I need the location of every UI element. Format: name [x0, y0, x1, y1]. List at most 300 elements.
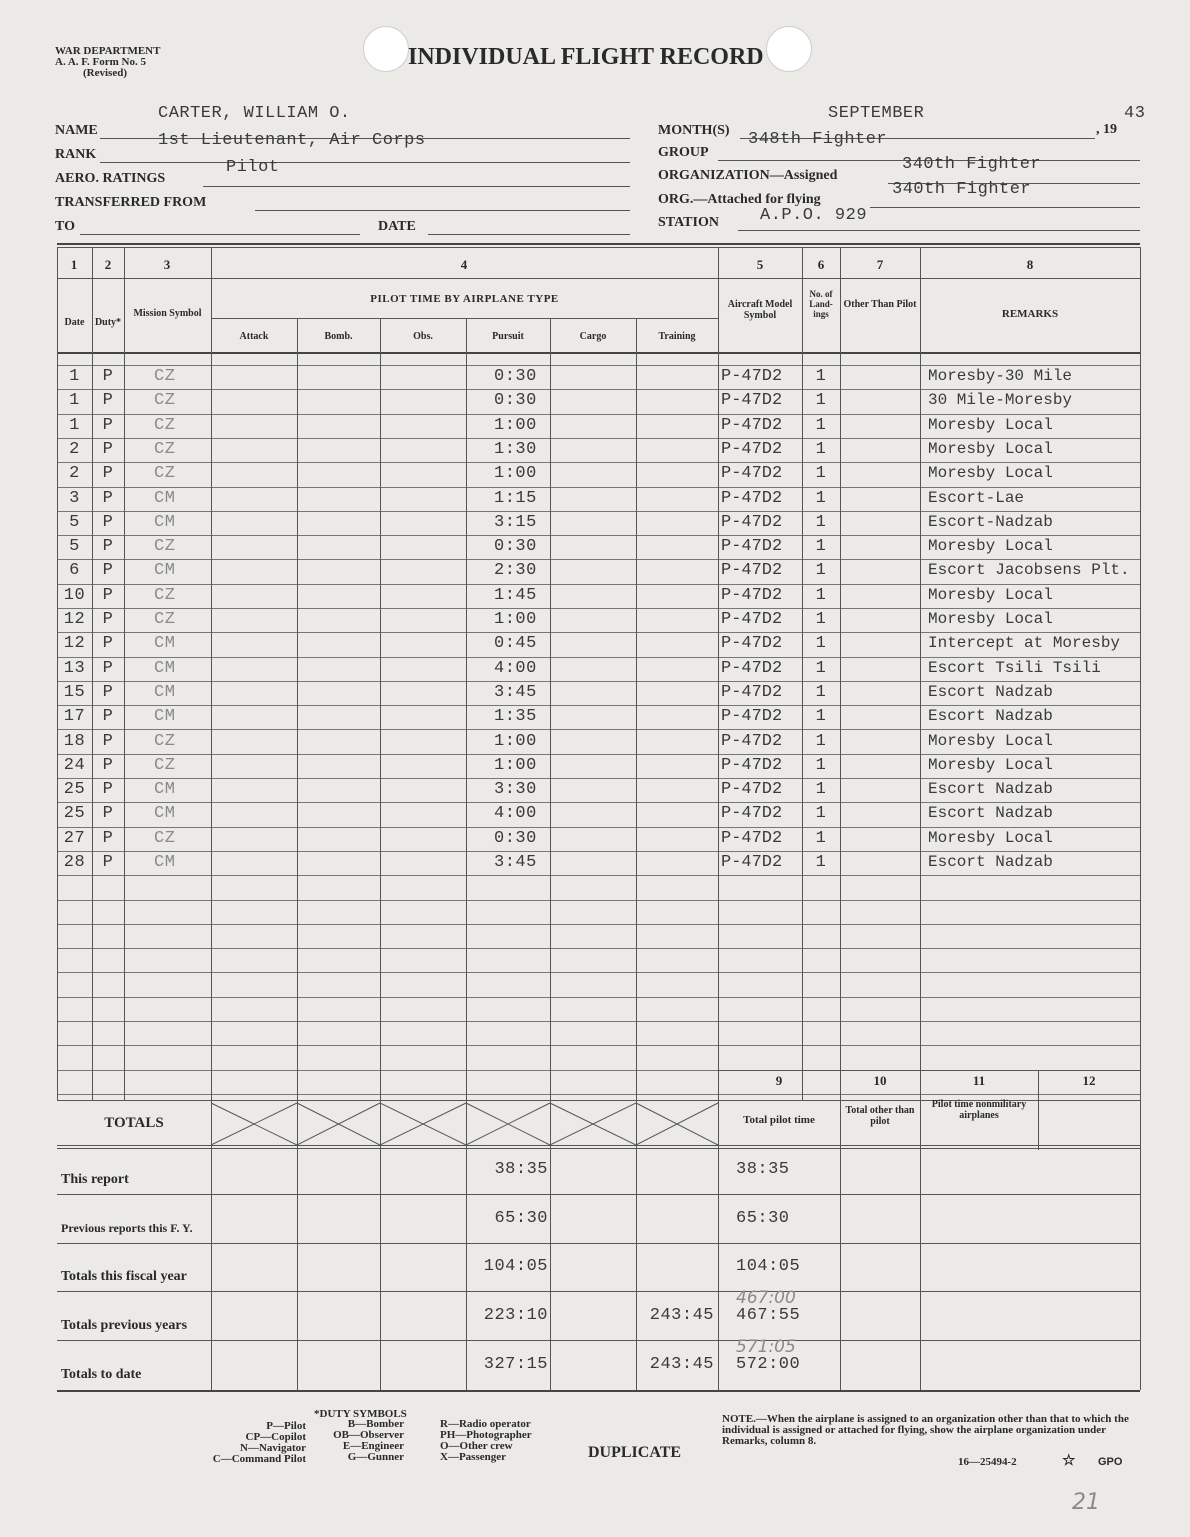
totals-row-pursuit: 327:15: [483, 1355, 548, 1374]
table-top-rule: [57, 243, 1140, 245]
row-remarks: Escort Nadzab: [928, 804, 1053, 822]
year-prefix: , 19: [1096, 122, 1117, 137]
row-pursuit: 1:00: [494, 416, 537, 435]
row-remarks: Escort Nadzab: [928, 853, 1053, 871]
row-remarks: Moresby Local: [928, 732, 1053, 750]
row-rule: [57, 997, 1140, 998]
type-col-rule: [636, 318, 637, 1100]
row-rule: [57, 754, 1140, 755]
cross-line: [636, 1103, 718, 1145]
row-landings: 1: [815, 513, 827, 532]
to-label: TO: [55, 219, 75, 234]
row-rule: [57, 851, 1140, 852]
col-number: 4: [460, 257, 468, 272]
row-rule: [57, 1094, 1140, 1095]
type-header: Pursuit: [492, 331, 524, 342]
row-remarks: Moresby Local: [928, 829, 1053, 847]
row-rule: [57, 778, 1140, 779]
totals-row-handwritten: 571:05: [736, 1337, 796, 1357]
totals-col-rule: [466, 1100, 467, 1390]
row-aircraft: P-47D2: [721, 804, 783, 823]
totals-col-rule: [718, 1100, 719, 1390]
totals-row-rule: [57, 1291, 1140, 1292]
row-rule: [57, 948, 1140, 949]
cross-line: [636, 1103, 718, 1145]
row-remarks: Moresby Local: [928, 756, 1053, 774]
totals-row-label: Totals to date: [61, 1367, 142, 1382]
row-remarks: Escort-Nadzab: [928, 513, 1053, 531]
row-landings: 1: [815, 489, 827, 508]
cross-line: [380, 1103, 466, 1145]
row-aircraft: P-47D2: [721, 634, 783, 653]
type-col-rule: [297, 318, 298, 1100]
totals-header-bottom-rule-2: [57, 1148, 1140, 1149]
row-rule: [57, 924, 1140, 925]
row-duty: P: [102, 561, 114, 580]
row-mission: CZ: [154, 732, 176, 751]
col-number: 3: [163, 257, 171, 272]
row-date: 18: [63, 732, 86, 751]
col-rule: [124, 247, 125, 1100]
row-rule: [57, 657, 1140, 658]
row-duty: P: [102, 853, 114, 872]
row-date: 15: [63, 683, 86, 702]
col-number: 7: [876, 257, 884, 272]
col-landings-header: No. of Land- ings: [809, 289, 833, 319]
row-landings: 1: [815, 780, 827, 799]
row-pursuit: 3:30: [494, 780, 537, 799]
col-other-header: Other Than Pilot: [843, 299, 917, 310]
totals-col-rule: [550, 1100, 551, 1390]
row-mission: CM: [154, 707, 176, 726]
month-label: MONTH(S): [658, 123, 730, 138]
org-assigned-label: ORGANIZATION—Assigned: [658, 168, 838, 183]
row-pursuit: 4:00: [494, 804, 537, 823]
name-label: NAME: [55, 123, 98, 138]
header-bottom-rule: [57, 352, 1140, 354]
row-duty: P: [102, 634, 114, 653]
row-date: 6: [69, 561, 80, 580]
punch-hole-left: [363, 26, 409, 72]
type-col-rule: [550, 318, 551, 1100]
org-attached-value: 340th Fighter: [892, 180, 1032, 199]
row-aircraft: P-47D2: [721, 853, 783, 872]
punch-hole-right: [766, 26, 812, 72]
col-number: 6: [817, 257, 825, 272]
row-landings: 1: [815, 391, 827, 410]
col-rule: [211, 247, 212, 1100]
row-mission: CZ: [154, 610, 176, 629]
row-pursuit: 3:45: [494, 683, 537, 702]
row-mission: CZ: [154, 586, 176, 605]
type-header: Cargo: [579, 331, 607, 342]
row-remarks: Moresby Local: [928, 610, 1053, 628]
row-mission: CM: [154, 683, 176, 702]
type-header: Training: [658, 331, 696, 342]
row-remarks: Moresby Local: [928, 440, 1053, 458]
row-rule: [57, 729, 1140, 730]
row-mission: CM: [154, 634, 176, 653]
row-mission: CZ: [154, 829, 176, 848]
row-mission: CZ: [154, 756, 176, 775]
row-mission: CZ: [154, 391, 176, 410]
row-landings: 1: [815, 683, 827, 702]
row-pursuit: 4:00: [494, 659, 537, 678]
row-pursuit: 0:30: [494, 537, 537, 556]
row-aircraft: P-47D2: [721, 416, 783, 435]
row-remarks: Escort Jacobsens Plt.: [928, 561, 1130, 579]
org-attached-label: ORG.—Attached for flying: [658, 192, 821, 207]
totals-col-number: 9: [775, 1073, 783, 1088]
row-duty: P: [102, 416, 114, 435]
row-date: 12: [63, 610, 86, 629]
col-rule: [718, 247, 719, 1100]
row-duty: P: [102, 391, 114, 410]
duty-symbols-col3: R—Radio operator PH—Photographer O—Other crew X—Passenger: [440, 1418, 532, 1463]
group-value: 348th Fighter: [748, 130, 888, 149]
row-date: 13: [63, 659, 86, 678]
totals-col-number: 10: [873, 1073, 887, 1088]
cross-line: [550, 1103, 636, 1145]
row-date: 28: [63, 853, 86, 872]
row-mission: CZ: [154, 416, 176, 435]
row-pursuit: 1:00: [494, 464, 537, 483]
row-rule: [57, 487, 1140, 488]
row-pursuit: 1:30: [494, 440, 537, 459]
row-landings: 1: [815, 853, 827, 872]
row-pursuit: 3:15: [494, 513, 537, 532]
totals-col-rule: [211, 1100, 212, 1390]
duty-symbols-col1: P—Pilot CP—Copilot N—Navigator C—Command Pilot: [212, 1420, 306, 1465]
cross-line: [466, 1103, 550, 1145]
row-duty: P: [102, 707, 114, 726]
total-other-header: Total other than pilot: [845, 1105, 915, 1127]
row-mission: CM: [154, 489, 176, 508]
row-rule: [57, 900, 1140, 901]
station-value: A.P.O. 929: [760, 206, 868, 225]
rank-label: RANK: [55, 147, 97, 162]
row-duty: P: [102, 804, 114, 823]
row-landings: 1: [815, 367, 827, 386]
row-mission: CZ: [154, 367, 176, 386]
row-date: 27: [63, 829, 86, 848]
row-mission: CM: [154, 804, 176, 823]
totals-col-rule: [840, 1100, 841, 1390]
cross-line: [550, 1103, 636, 1145]
type-header: Obs.: [413, 331, 433, 342]
row-date: 1: [69, 391, 80, 410]
row-date: 5: [69, 537, 80, 556]
row-aircraft: P-47D2: [721, 367, 783, 386]
name-value: CARTER, WILLIAM O.: [158, 104, 351, 123]
row-pursuit: 1:00: [494, 756, 537, 775]
row-pursuit: 0:30: [494, 829, 537, 848]
row-duty: P: [102, 683, 114, 702]
row-rule: [57, 802, 1140, 803]
row-mission: CZ: [154, 537, 176, 556]
aero-value: Pilot: [226, 158, 280, 177]
row-duty: P: [102, 829, 114, 848]
row-pursuit: 0:30: [494, 367, 537, 386]
cross-line: [297, 1103, 380, 1145]
row-landings: 1: [815, 829, 827, 848]
totals-num-rule-top: [718, 1070, 1140, 1071]
totals-row-label: Totals previous years: [61, 1318, 188, 1333]
row-remarks: Moresby-30 Mile: [928, 367, 1073, 385]
row-rule: [57, 462, 1140, 463]
dept-label: WAR DEPARTMENT A. A. F. Form No. 5 (Revised): [55, 45, 161, 79]
row-duty: P: [102, 537, 114, 556]
row-aircraft: P-47D2: [721, 464, 783, 483]
cross-line: [380, 1103, 466, 1145]
row-aircraft: P-47D2: [721, 537, 783, 556]
totals-col-rule: [380, 1100, 381, 1390]
row-remarks: Intercept at Moresby: [928, 634, 1121, 652]
row-pursuit: 1:15: [494, 489, 537, 508]
totals-row-total: 572:00: [736, 1355, 801, 1374]
row-landings: 1: [815, 707, 827, 726]
row-aircraft: P-47D2: [721, 707, 783, 726]
year-value: 43: [1124, 104, 1146, 123]
row-aircraft: P-47D2: [721, 732, 783, 751]
row-aircraft: P-47D2: [721, 780, 783, 799]
row-duty: P: [102, 732, 114, 751]
row-landings: 1: [815, 756, 827, 775]
row-mission: CM: [154, 561, 176, 580]
row-aircraft: P-47D2: [721, 659, 783, 678]
totals-row-handwritten: 467:00: [736, 1288, 796, 1308]
row-duty: P: [102, 464, 114, 483]
form-title: INDIVIDUAL FLIGHT RECORD: [408, 44, 764, 70]
row-rule: [57, 535, 1140, 536]
row-rule: [57, 681, 1140, 682]
group-label: GROUP: [658, 145, 709, 160]
row-pursuit: 1:00: [494, 732, 537, 751]
row-rule: [57, 827, 1140, 828]
totals-row-total: 104:05: [736, 1257, 801, 1276]
row-aircraft: P-47D2: [721, 440, 783, 459]
cross-line: [466, 1103, 550, 1145]
row-aircraft: P-47D2: [721, 683, 783, 702]
row-remarks: Moresby Local: [928, 537, 1053, 555]
row-pursuit: 3:45: [494, 853, 537, 872]
row-mission: CM: [154, 780, 176, 799]
row-duty: P: [102, 440, 114, 459]
col-mission-header: Mission Symbol: [133, 308, 202, 319]
row-remarks: Escort Tsili Tsili: [928, 659, 1101, 677]
totals-label: TOTALS: [104, 1115, 164, 1131]
col-date-header: Date: [64, 317, 85, 328]
row-aircraft: P-47D2: [721, 561, 783, 580]
totals-col-rule: [920, 1100, 921, 1390]
row-remarks: Escort Nadzab: [928, 707, 1053, 725]
totals-row-training: 243:45: [649, 1355, 714, 1374]
row-rule: [57, 1021, 1140, 1022]
totals-row-pursuit: 65:30: [494, 1209, 548, 1228]
row-date: 25: [63, 804, 86, 823]
row-landings: 1: [815, 732, 827, 751]
row-mission: CM: [154, 659, 176, 678]
row-rule: [57, 1045, 1140, 1046]
duty-symbols-col2: B—Bomber OB—Observer E—Engineer G—Gunner: [333, 1418, 404, 1463]
row-rule: [57, 389, 1140, 390]
date-label: DATE: [378, 219, 416, 234]
row-date: 10: [63, 586, 86, 605]
row-rule: [57, 875, 1140, 876]
totals-col-number: 12: [1082, 1073, 1096, 1088]
row-rule: [57, 438, 1140, 439]
transferred-label: TRANSFERRED FROM: [55, 195, 207, 210]
note-text: NOTE.—When the airplane is assigned to an organization other than that to which the individual is assigned or attached for flying, show the airplane organization under Remarks, column 8.: [722, 1413, 1129, 1447]
row-rule: [57, 972, 1140, 973]
org-assigned-value: 340th Fighter: [902, 155, 1042, 174]
row-duty: P: [102, 610, 114, 629]
row-duty: P: [102, 489, 114, 508]
row-landings: 1: [815, 537, 827, 556]
row-duty: P: [102, 659, 114, 678]
row-rule: [57, 511, 1140, 512]
col-number: 1: [70, 257, 78, 272]
table-top-rule-2: [57, 247, 1140, 248]
row-rule: [57, 414, 1140, 415]
type-header: Bomb.: [324, 331, 353, 342]
row-aircraft: P-47D2: [721, 610, 783, 629]
row-remarks: 30 Mile-Moresby: [928, 391, 1073, 409]
row-duty: P: [102, 780, 114, 799]
type-header: Attack: [239, 331, 269, 342]
row-date: 5: [69, 513, 80, 532]
col-rule: [840, 247, 841, 1100]
star-icon: ☆: [1062, 1453, 1076, 1469]
row-duty: P: [102, 513, 114, 532]
row-pursuit: 2:30: [494, 561, 537, 580]
row-rule: [57, 365, 1140, 366]
row-remarks: Moresby Local: [928, 416, 1053, 434]
row-mission: CZ: [154, 440, 176, 459]
right-edge-rule: [1140, 247, 1141, 1390]
row-pursuit: 1:00: [494, 610, 537, 629]
row-date: 3: [69, 489, 80, 508]
totals-col-rule: [297, 1100, 298, 1390]
rank-value: 1st Lieutenant, Air Corps: [158, 131, 426, 150]
row-date: 2: [69, 464, 80, 483]
row-duty: P: [102, 367, 114, 386]
totals-row-rule: [57, 1243, 1140, 1244]
row-date: 24: [63, 756, 86, 775]
row-rule: [57, 559, 1140, 560]
row-landings: 1: [815, 610, 827, 629]
total-pilot-time-header: Total pilot time: [743, 1114, 815, 1126]
row-remarks: Moresby Local: [928, 586, 1053, 604]
row-pursuit: 1:45: [494, 586, 537, 605]
header-num-rule: [57, 278, 1140, 279]
row-landings: 1: [815, 464, 827, 483]
row-remarks: Escort-Lae: [928, 489, 1025, 507]
totals-row-pursuit: 104:05: [483, 1257, 548, 1276]
row-date: 1: [69, 367, 80, 386]
totals-row-pursuit: 223:10: [483, 1306, 548, 1325]
totals-row-total: 38:35: [736, 1160, 790, 1179]
table-bottom-rule: [57, 1390, 1140, 1392]
totals-row-label: This report: [61, 1172, 129, 1187]
row-date: 17: [63, 707, 86, 726]
totals-row-pursuit: 38:35: [494, 1160, 548, 1179]
row-landings: 1: [815, 634, 827, 653]
totals-row-training: 243:45: [649, 1306, 714, 1325]
row-remarks: Moresby Local: [928, 464, 1053, 482]
row-duty: P: [102, 756, 114, 775]
row-mission: CZ: [154, 464, 176, 483]
row-landings: 1: [815, 804, 827, 823]
gpo-label: GPO: [1098, 1456, 1123, 1468]
row-rule: [57, 705, 1140, 706]
totals-row-label: Previous reports this F. Y.: [61, 1221, 193, 1235]
totals-header-bottom-rule: [57, 1145, 1140, 1146]
row-aircraft: P-47D2: [721, 513, 783, 532]
cross-line: [211, 1103, 297, 1145]
row-mission: CM: [154, 853, 176, 872]
row-landings: 1: [815, 659, 827, 678]
row-aircraft: P-47D2: [721, 829, 783, 848]
totals-row-rule: [57, 1194, 1140, 1195]
row-remarks: Escort Nadzab: [928, 683, 1053, 701]
row-aircraft: P-47D2: [721, 391, 783, 410]
row-aircraft: P-47D2: [721, 756, 783, 775]
row-landings: 1: [815, 561, 827, 580]
station-label: STATION: [658, 215, 719, 230]
row-rule: [57, 608, 1140, 609]
row-mission: CM: [154, 513, 176, 532]
type-col-rule: [380, 318, 381, 1100]
col-number: 2: [104, 257, 112, 272]
row-date: 12: [63, 634, 86, 653]
pilot-time-nonmil-header: Pilot time nonmilitary airplanes: [931, 1099, 1027, 1121]
cross-line: [211, 1103, 297, 1145]
row-rule: [57, 632, 1140, 633]
row-landings: 1: [815, 586, 827, 605]
row-rule: [57, 584, 1140, 585]
col-aircraft-header: Aircraft Model Symbol: [727, 299, 793, 321]
totals-row-label: Totals this fiscal year: [61, 1269, 187, 1284]
duty-symbols-title: *DUTY SYMBOLS: [314, 1408, 407, 1420]
totals-row-total: 65:30: [736, 1209, 790, 1228]
row-aircraft: P-47D2: [721, 489, 783, 508]
totals-row-rule: [57, 1340, 1140, 1341]
totals-row-total: 467:55: [736, 1306, 801, 1325]
types-sub-rule: [211, 318, 718, 319]
row-remarks: Escort Nadzab: [928, 780, 1053, 798]
row-aircraft: P-47D2: [721, 586, 783, 605]
row-pursuit: 0:45: [494, 634, 537, 653]
col-number: 8: [1026, 257, 1034, 272]
row-landings: 1: [815, 416, 827, 435]
pilot-time-header: PILOT TIME BY AIRPLANE TYPE: [370, 293, 559, 305]
aero-label: AERO. RATINGS: [55, 171, 166, 186]
col-remarks-header: REMARKS: [1001, 308, 1059, 320]
row-pursuit: 0:30: [494, 391, 537, 410]
row-date: 25: [63, 780, 86, 799]
col-rule: [920, 247, 921, 1100]
totals-col-rule: [636, 1100, 637, 1390]
totals-col-number: 11: [972, 1073, 986, 1088]
cross-line: [297, 1103, 380, 1145]
row-date: 1: [69, 416, 80, 435]
type-col-rule: [466, 318, 467, 1100]
col12-rule: [1038, 1070, 1039, 1150]
row-date: 2: [69, 440, 80, 459]
row-landings: 1: [815, 440, 827, 459]
form-code: 16—25494-2: [958, 1456, 1017, 1468]
